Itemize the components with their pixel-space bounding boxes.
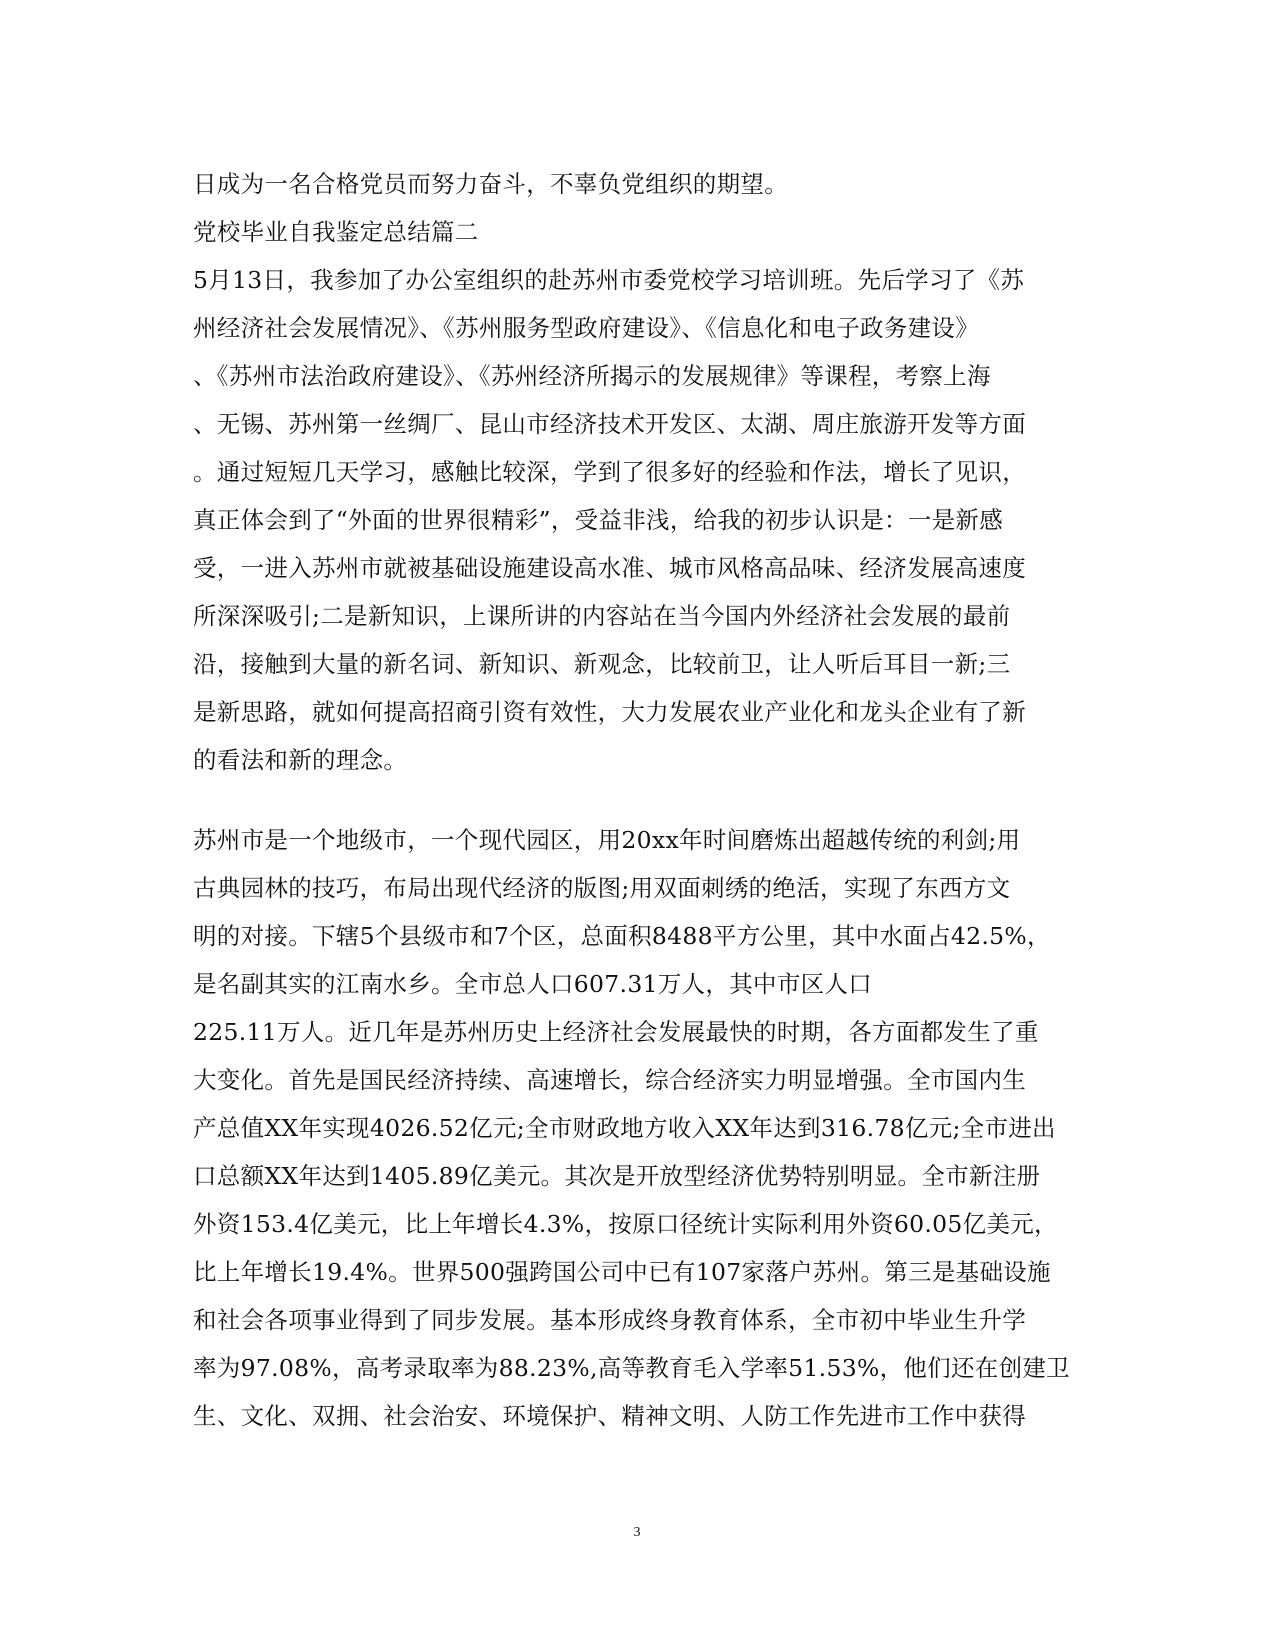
text-line: 所深深吸引;二是新知识，上课所讲的内容站在当今国内外经济社会发展的最前 bbox=[193, 602, 1011, 630]
text-line: 古典园林的技巧，布局出现代经济的版图;用双面刺绣的绝活，实现了东西方文 bbox=[193, 874, 1011, 902]
text-line: 外资153.4亿美元，比上年增长4.3%，按原口径统计实际利用外资60.05亿美元， bbox=[193, 1210, 1058, 1238]
text-line: 、无锡、苏州第一丝绸厂、昆山市经济技术开发区、太湖、周庄旅游开发等方面 bbox=[193, 410, 1026, 438]
text-line: 苏州市是一个地级市，一个现代园区，用20xx年时间磨炼出超越传统的利剑;用 bbox=[193, 826, 1021, 854]
text-line: 是名副其实的江南水乡。全市总人口607.31万人，其中市区人口 bbox=[193, 970, 873, 998]
text-block-top bbox=[193, 160, 1073, 784]
text-line: 受，一进入苏州市就被基础设施建设高水准、城市风格高品味、经济发展高速度 bbox=[193, 554, 1026, 582]
text-line: 产总值XX年实现4026.52亿元;全市财政地方收入XX年达到316.78亿元;全市进出 bbox=[193, 1114, 1056, 1142]
text-line: 生、文化、双拥、社会治安、环境保护、精神文明、人防工作先进市工作中获得 bbox=[193, 1402, 1026, 1430]
text-line: 。通过短短几天学习，感触比较深，学到了很多好的经验和作法，增长了见识， bbox=[193, 458, 1026, 486]
text-line: 口总额XX年达到1405.89亿美元。其次是开放型经济优势特别明显。全市新注册 bbox=[193, 1162, 1041, 1190]
text-line: 明的对接。下辖5个县级市和7个区，总面积8488平方公里，其中水面占42.5%， bbox=[193, 922, 1051, 950]
page-number: 3 bbox=[633, 1525, 641, 1540]
text-line: 的看法和新的理念。 bbox=[193, 746, 408, 774]
text-line: 、《苏州市法治政府建设》、《苏州经济所揭示的发展规律》等课程，考察上海 bbox=[193, 362, 991, 390]
text-line: 5月13日，我参加了办公室组织的赴苏州市委党校学习培训班。先后学习了《苏 bbox=[193, 266, 1025, 294]
text-line: 真正体会到了“外面的世界很精彩”，受益非浅，给我的初步认识是：一是新感 bbox=[193, 506, 1004, 534]
text-line: 沿，接触到大量的新名词、新知识、新观念，比较前卫，让人听后耳目一新;三 bbox=[193, 650, 1011, 678]
text-line: 大变化。首先是国民经济持续、高速增长，综合经济实力明显增强。全市国内生 bbox=[193, 1066, 1026, 1094]
text-block-second bbox=[193, 816, 1073, 1440]
text-line: 比上年增长19.4%。世界500强跨国公司中已有107家落户苏州。第三是基础设施 bbox=[193, 1258, 1051, 1286]
text-line: 225.11万人。近几年是苏州历史上经济社会发展最快的时期，各方面都发生了重 bbox=[193, 1018, 1039, 1046]
text-line: 州经济社会发展情况》、《苏州服务型政府建设》、《信息化和电子政务建设》 bbox=[193, 314, 979, 342]
text-line: 和社会各项事业得到了同步发展。基本形成终身教育体系，全市初中毕业生升学 bbox=[193, 1306, 1026, 1334]
text-line: 是新思路，就如何提高招商引资有效性，大力发展农业产业化和龙头企业有了新 bbox=[193, 698, 1026, 726]
section-heading: 党校毕业自我鉴定总结篇二 bbox=[193, 218, 479, 246]
text-line: 率为97.08%，高考录取率为88.23%,高等教育毛入学率51.53%，他们还在创建卫 bbox=[193, 1354, 1070, 1382]
text-line: 日成为一名合格党员而努力奋斗，不辜负党组织的期望。 bbox=[193, 170, 788, 198]
